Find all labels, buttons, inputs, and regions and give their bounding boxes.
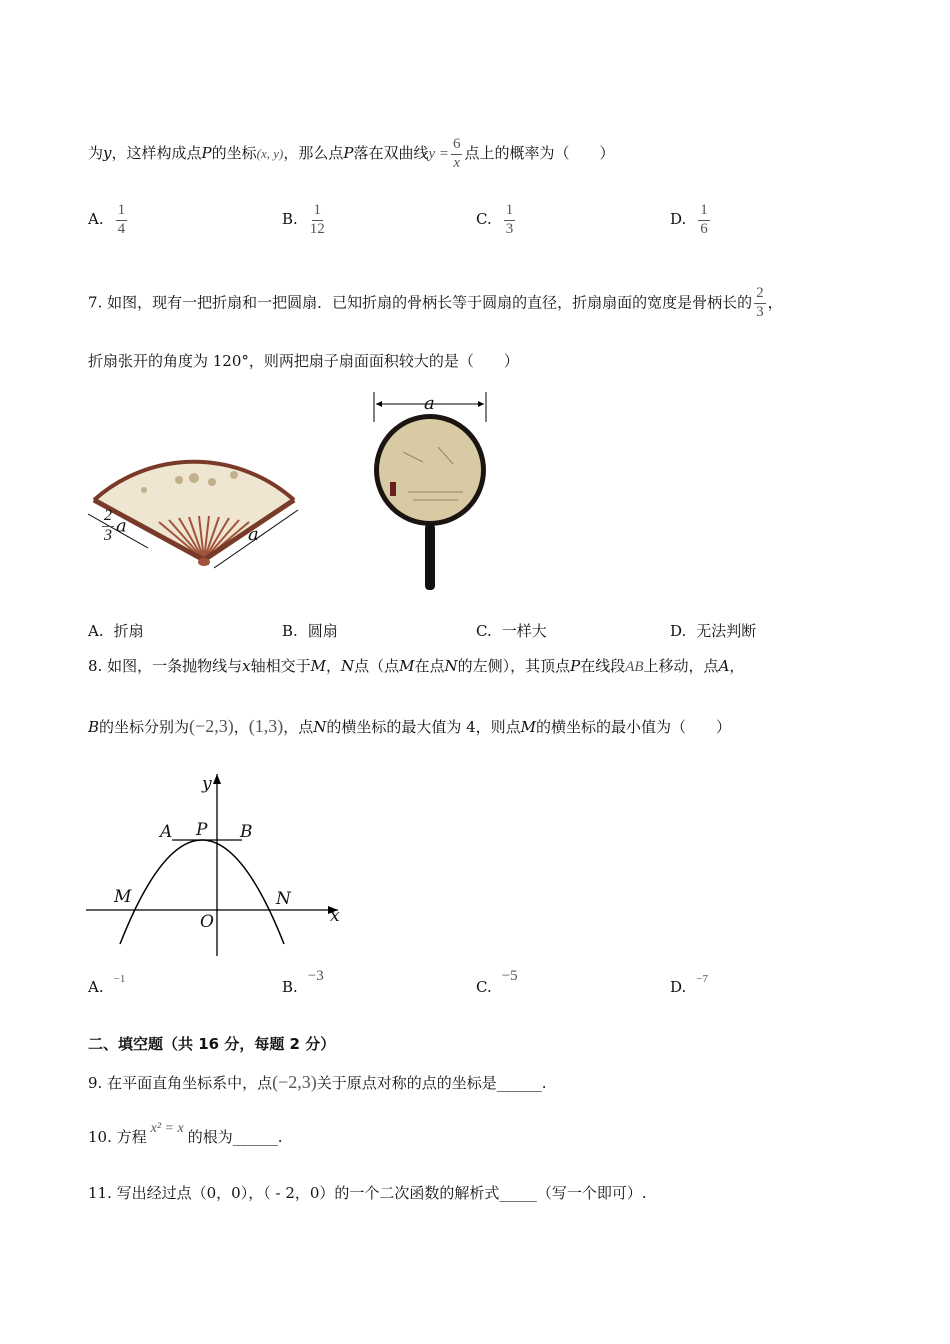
q7-stem-line2: 折扇张开的角度为 120°，则两把扇子扇面面积较大的是（ ） [88, 352, 519, 370]
graph-label-m: M [114, 887, 132, 907]
q11-stem: 11. 写出经过点（0，0），（ - 2，0）的一个二次函数的解析式_____（写一个即可）. [88, 1184, 647, 1202]
graph-label-a: A [160, 822, 173, 842]
q6-stem: 为y，这样构成点P的坐标(x, y)，那么点P落在双曲线y = $\frac{6}{x}$ 点上的概率为（ ） [88, 135, 615, 171]
q8-stem-line1: 8. 如图，一条抛物线与x轴相交于M，N点（点M在点N的左侧），其顶点P在线段AB上移动，点A， [88, 657, 745, 675]
coord-xy: (x, y) [256, 146, 284, 161]
graph-label-x: x [330, 906, 340, 926]
graph-label-p: P [196, 820, 208, 840]
q6-option-b[interactable]: B. $\frac{1}{12}$ [282, 202, 325, 237]
graph-label-o: O [200, 912, 214, 932]
q6-option-d[interactable]: D. $\frac{1}{6}$ [670, 202, 708, 237]
section-title: 二、填空题（共 16 分，每题 2 分） [88, 1035, 336, 1053]
q8-option-a[interactable]: A. $^{-1}$ [88, 973, 126, 996]
q7-option-a[interactable]: A. 折扇 [88, 622, 144, 640]
q8-option-b[interactable]: B.−3 [282, 968, 324, 996]
q8-option-c[interactable]: C.−5 [476, 968, 518, 996]
graph-label-n: N [276, 889, 291, 909]
q10-stem: 10. 方程 x² = x 的根为______. [88, 1121, 283, 1146]
q6-option-a[interactable]: A. $\frac{1}{4}$ [88, 202, 126, 237]
q6-option-c[interactable]: C. $\frac{1}{3}$ [476, 202, 514, 237]
round-fan-label-a: a [424, 393, 435, 414]
q7-option-b[interactable]: B. 圆扇 [282, 622, 338, 640]
parabola-graph [84, 770, 354, 960]
fan-label-a: a [248, 524, 259, 545]
q9-stem: 9. 在平面直角坐标系中，点(−2,3)关于原点对称的点的坐标是______. [88, 1072, 547, 1092]
q7-fraction: $\frac{2}{3}$ [756, 285, 764, 320]
q7-option-c[interactable]: C. 一样大 [476, 622, 547, 640]
q7-option-d[interactable]: D. 无法判断 [670, 622, 757, 640]
round-fan-figure [368, 392, 492, 592]
q7-stem-line1: 7. 如图，现有一把折扇和一把圆扇．已知折扇的骨柄长等于圆扇的直径，折扇扇面的宽度是骨柄长的 $\frac{2}{3}$ ， [88, 285, 783, 320]
fan-label-two-thirds-a: $\frac{2}{3}$ a [104, 507, 127, 544]
hyperbola-fraction: $\frac{6}{x}$ [452, 135, 461, 171]
graph-label-b: B [240, 822, 253, 842]
q8-option-d[interactable]: D. $^{-7}$ [670, 973, 708, 996]
q8-stem-line2: B的坐标分别为(−2,3)，(1,3)，点N的横坐标的最大值为 4，则点M的横坐标的最小值为（ ） [88, 716, 732, 736]
graph-label-y: y [202, 774, 212, 794]
